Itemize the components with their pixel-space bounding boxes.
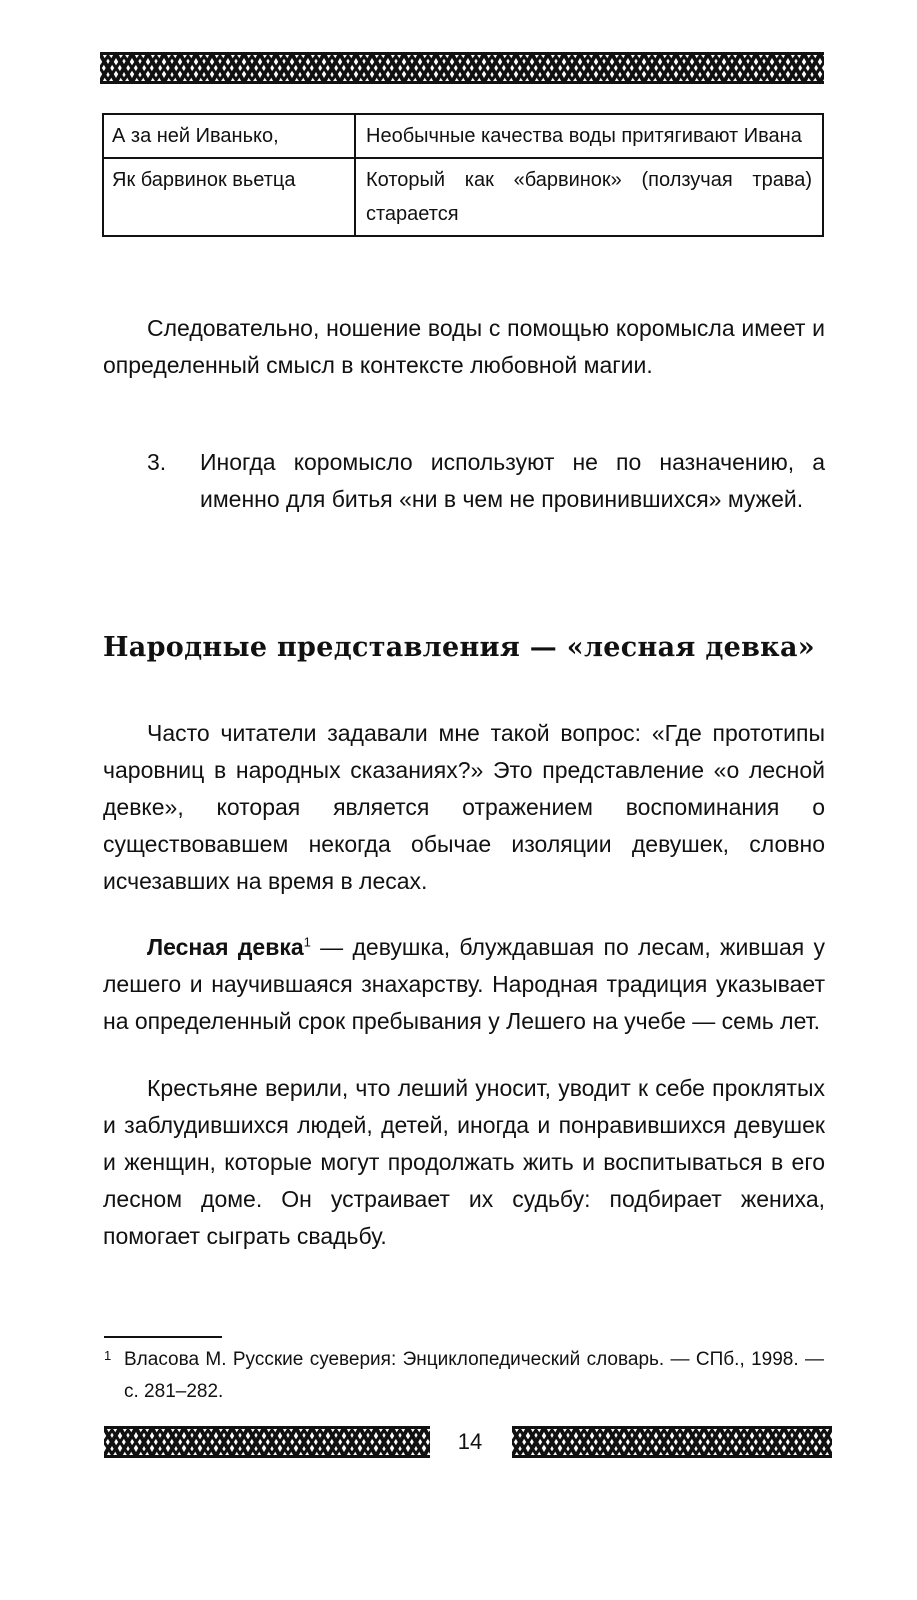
- table-cell: А за ней Иванько,: [103, 114, 355, 158]
- footnote-reference: 1: [303, 934, 311, 950]
- list-item-number: 3.: [147, 449, 167, 475]
- body-paragraph: Следовательно, ношение воды с помощью коромысла имеет и определенный смысл в контексте любовной магии.: [103, 315, 825, 378]
- defined-term: Лесная девка: [147, 934, 304, 960]
- top-ornament-band-icon: [100, 52, 824, 84]
- bottom-left-ornament-icon: [104, 1426, 430, 1458]
- body-paragraph: Часто читатели задавали мне такой вопрос: «Где прототипы чаровниц в народных сказаниях?» Это представление «о лесной девке», которая является отражением воспоминания о существовавшем некогда обычае изоляции девушек, словно исчезавших на время в лесах.: [103, 720, 825, 894]
- table-cell: Необычные качества воды притягивают Ивана: [355, 114, 823, 158]
- section-heading: Народные представления — «лесная девка»: [103, 632, 815, 663]
- page-number: 14: [457, 1429, 483, 1454]
- footnote-mark: 1: [104, 1348, 112, 1363]
- table-row: [103, 114, 823, 158]
- list-item: [103, 444, 825, 518]
- table-cell: Як барвинок вьетца: [103, 158, 355, 236]
- bottom-right-ornament-icon: [512, 1426, 832, 1458]
- body-paragraph: Крестьяне верили, что леший уносит, уводит к себе проклятых и заблудившихся людей, детей, иногда и понравившихся девушек и женщин, которые могут продолжать жить и воспитываться в его лесном доме. Он устраивает их судьбу: подбирает жениха, помогает сыграть свадьбу.: [103, 1075, 825, 1249]
- definition-paragraph: [103, 929, 825, 1040]
- table-row: [103, 158, 823, 236]
- table-cell: Который как «барвинок» (ползучая трава) старается: [355, 158, 823, 236]
- footnote-divider: [104, 1336, 222, 1338]
- footnote-text: Власова М. Русские суеверия: Энциклопедический словарь. — СПб., 1998. — с. 281–282.: [124, 1349, 824, 1402]
- list-item-text: Иногда коромысло используют не по назначению, а именно для битья «ни в чем не провинившихся» мужей.: [200, 449, 825, 512]
- footnote: [104, 1344, 824, 1408]
- definition-text: — девушка, блуждавшая по лесам, жившая у лешего и научившаяся знахарству. Народная традиция указывает на определенный срок пребывания у Лешего на учебе — семь лет.: [103, 934, 825, 1034]
- verse-comparison-table: [102, 113, 824, 237]
